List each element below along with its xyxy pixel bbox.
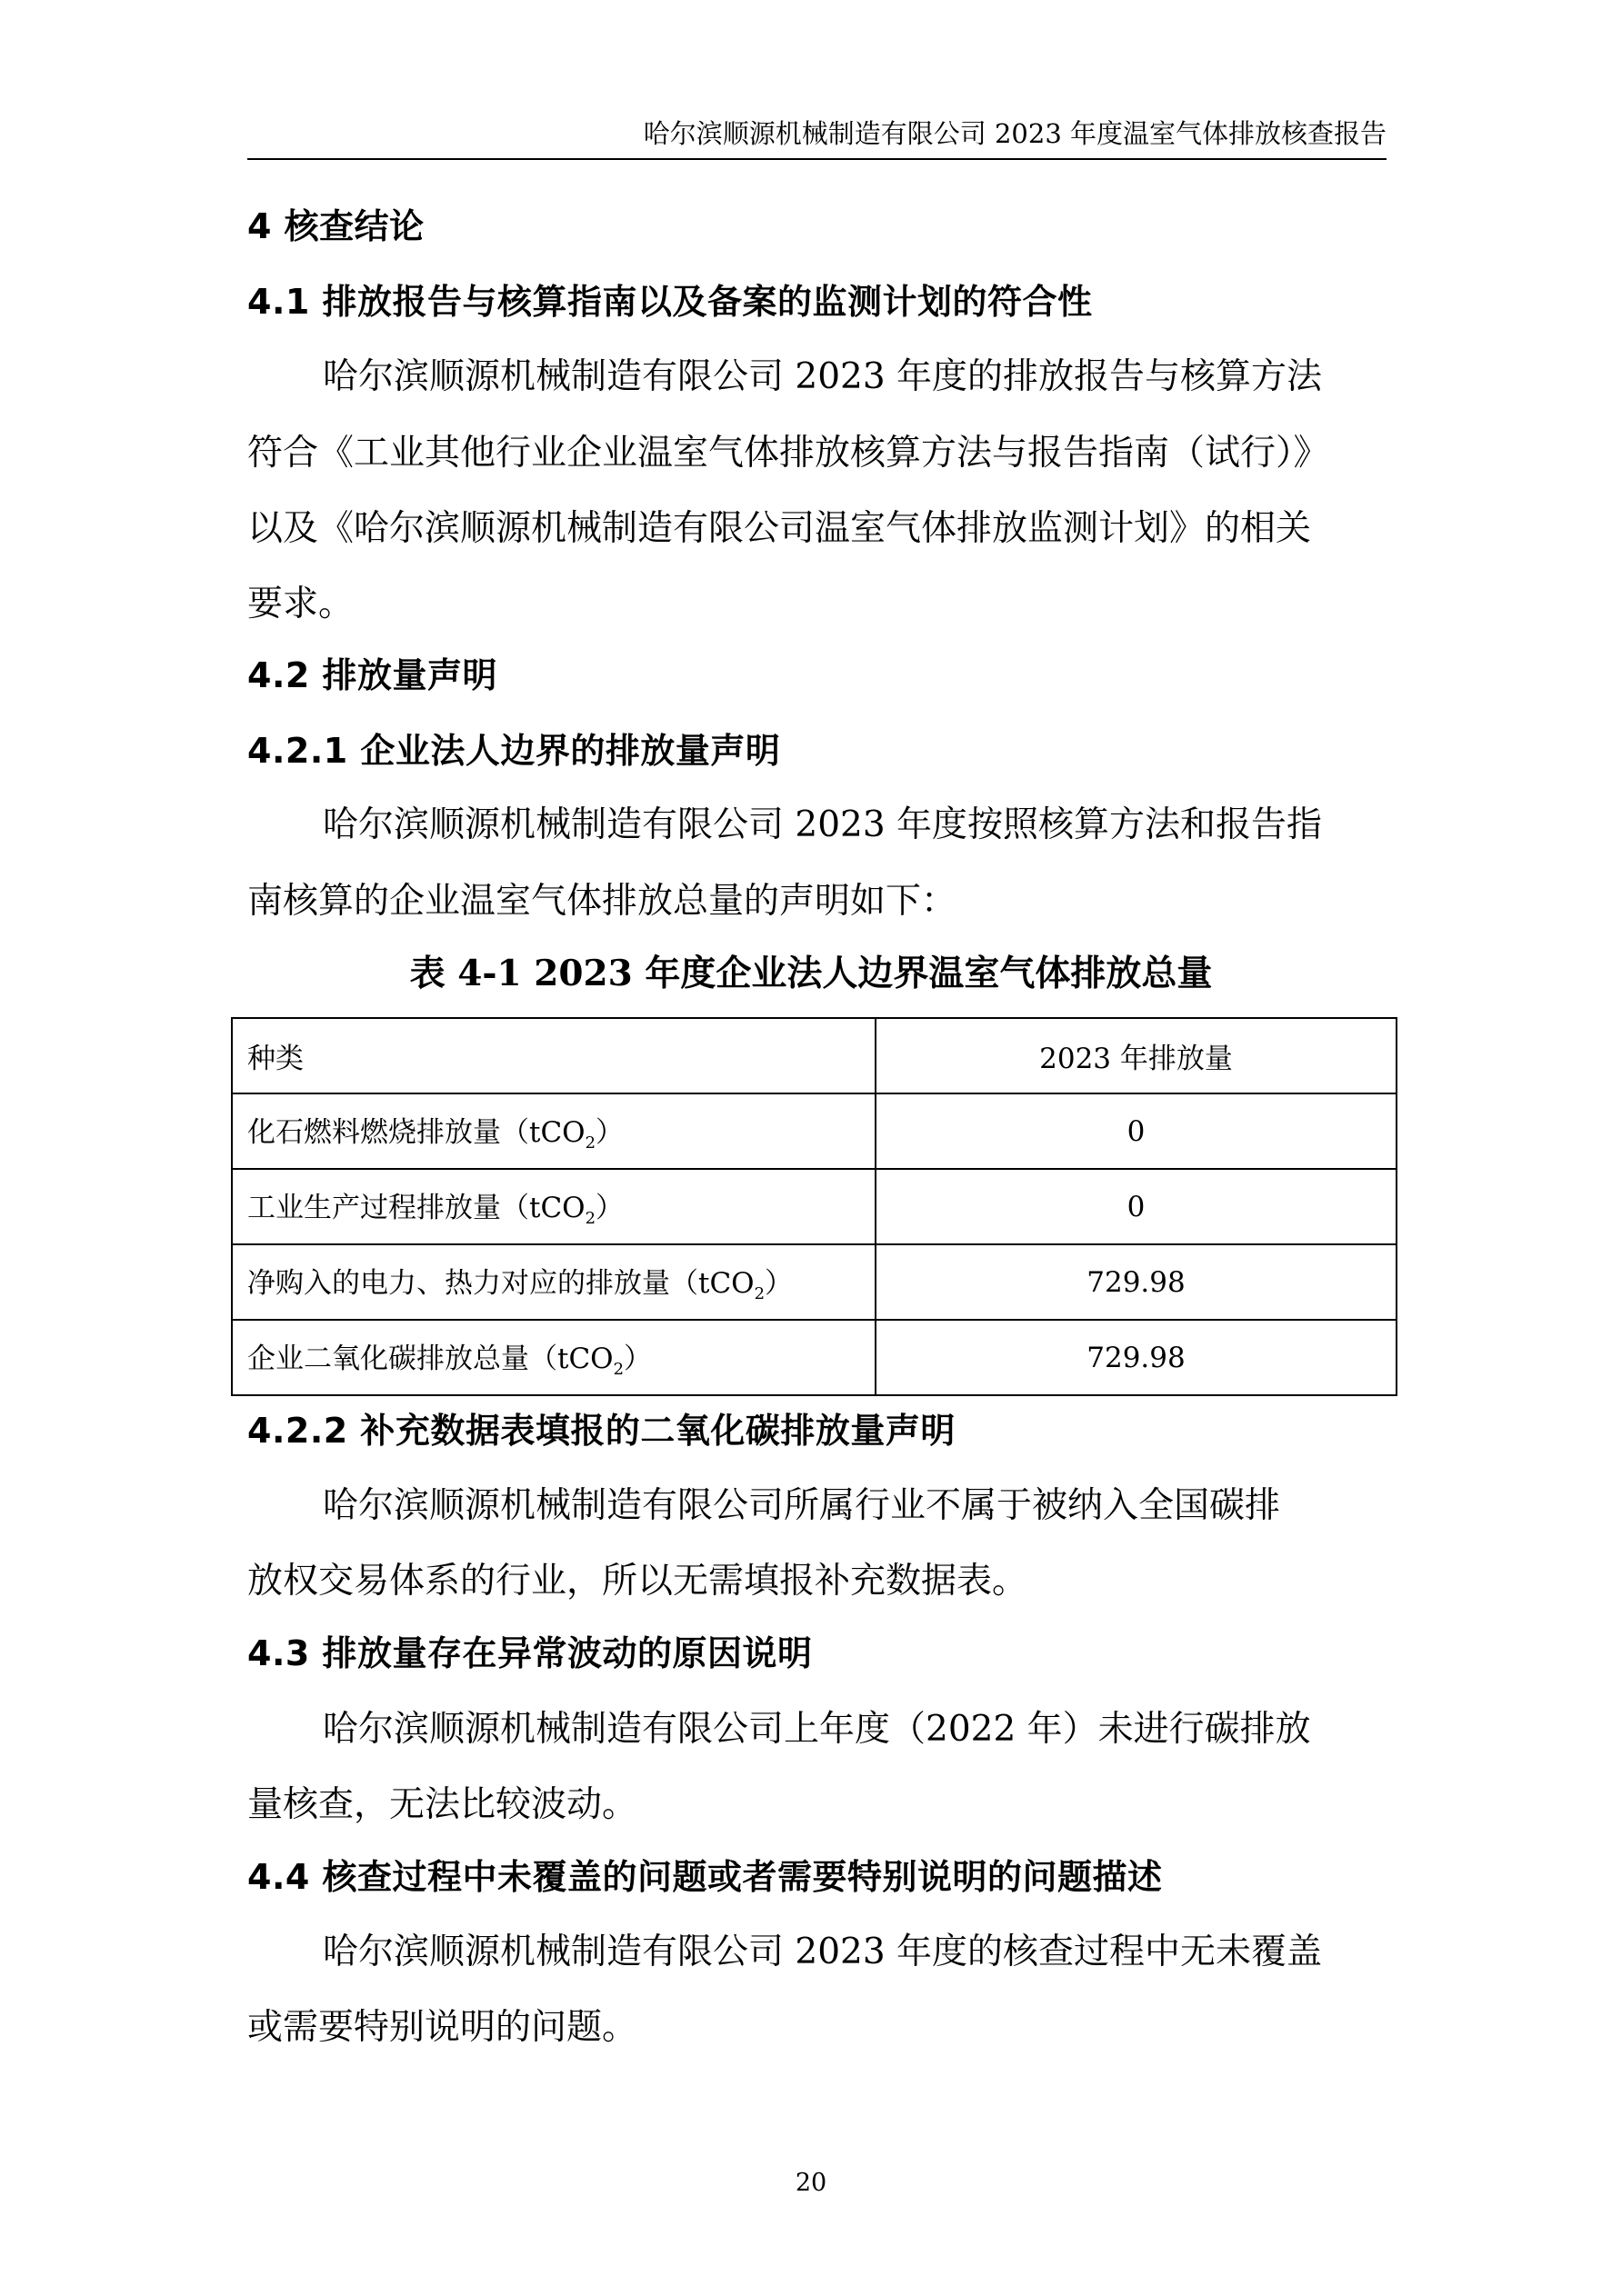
- table-cell-label: 净购入的电力、热力对应的排放量（tCO$_2$）: [232, 1244, 876, 1320]
- heading-4-2-2: 4.2.2 补充数据表填报的二氧化碳排放量声明: [247, 1411, 956, 1451]
- table-cell-label: 工业生产过程排放量（tCO$_2$）: [232, 1169, 876, 1244]
- paragraph-4-1-line-1: 哈尔滨顺源机械制造有限公司 2023 年度的排放报告与核算方法: [323, 356, 1323, 397]
- table-row: [232, 1244, 1397, 1320]
- paragraph-4-3-line-2: 量核查，无法比较波动。: [247, 1784, 638, 1825]
- table-row: [232, 1169, 1397, 1244]
- table-cell-label: 企业二氧化碳排放总量（tCO$_2$）: [232, 1320, 876, 1395]
- running-header: [247, 116, 1387, 160]
- paragraph-4-1-line-3: 以及《哈尔滨顺源机械制造有限公司温室气体排放监测计划》的相关: [247, 508, 1312, 549]
- page-number: 20: [795, 2169, 827, 2197]
- heading-4-2-1: 4.2.1 企业法人边界的排放量声明: [247, 731, 781, 771]
- paragraph-4-1-line-2: 符合《工业其他行业企业温室气体排放核算方法与报告指南（试行）》: [247, 433, 1329, 474]
- header-title: 哈尔滨顺源机械制造有限公司 2023 年度温室气体排放核查报告: [643, 118, 1387, 149]
- table-row: [232, 1093, 1397, 1169]
- heading-4-3: 4.3 排放量存在异常波动的原因说明: [247, 1633, 813, 1673]
- table-caption: 表 4-1 2023 年度企业法人边界温室气体排放总量: [409, 953, 1213, 994]
- paragraph-4-2-2-line-1: 哈尔滨顺源机械制造有限公司所属行业不属于被纳入全国碳排: [323, 1485, 1281, 1526]
- table-header-row: [232, 1018, 1397, 1093]
- table-row: [232, 1320, 1397, 1395]
- paragraph-4-4-line-2: 或需要特别说明的问题。: [247, 2007, 638, 2048]
- table-header-emissions: 2023 年排放量: [876, 1018, 1397, 1093]
- heading-4: 4 核查结论: [247, 206, 425, 246]
- paragraph-4-2-1-line-1: 哈尔滨顺源机械制造有限公司 2023 年度按照核算方法和报告指: [323, 804, 1323, 845]
- paragraph-4-2-1-line-2: 南核算的企业温室气体排放总量的声明如下：: [247, 881, 957, 922]
- table-cell-value: 0: [876, 1093, 1397, 1169]
- heading-4-2: 4.2 排放量声明: [247, 655, 498, 695]
- paragraph-4-3-line-1: 哈尔滨顺源机械制造有限公司上年度（2022 年）未进行碳排放: [323, 1709, 1311, 1750]
- paragraph-4-4-line-1: 哈尔滨顺源机械制造有限公司 2023 年度的核查过程中无未覆盖: [323, 1932, 1323, 1972]
- table-cell-label: 化石燃料燃烧排放量（tCO$_2$）: [232, 1093, 876, 1169]
- heading-4-4: 4.4 核查过程中未覆盖的问题或者需要特别说明的问题描述: [247, 1857, 1163, 1897]
- table-header-type: 种类: [232, 1018, 876, 1093]
- table-cell-value: 729.98: [876, 1320, 1397, 1395]
- heading-4-1: 4.1 排放报告与核算指南以及备案的监测计划的符合性: [247, 282, 1093, 322]
- paragraph-4-2-2-line-2: 放权交易体系的行业，所以无需填报补充数据表。: [247, 1561, 1028, 1602]
- paragraph-4-1-line-4: 要求。: [247, 584, 355, 624]
- emissions-table: [231, 1017, 1397, 1396]
- table-cell-value: 0: [876, 1169, 1397, 1244]
- table-cell-value: 729.98: [876, 1244, 1397, 1320]
